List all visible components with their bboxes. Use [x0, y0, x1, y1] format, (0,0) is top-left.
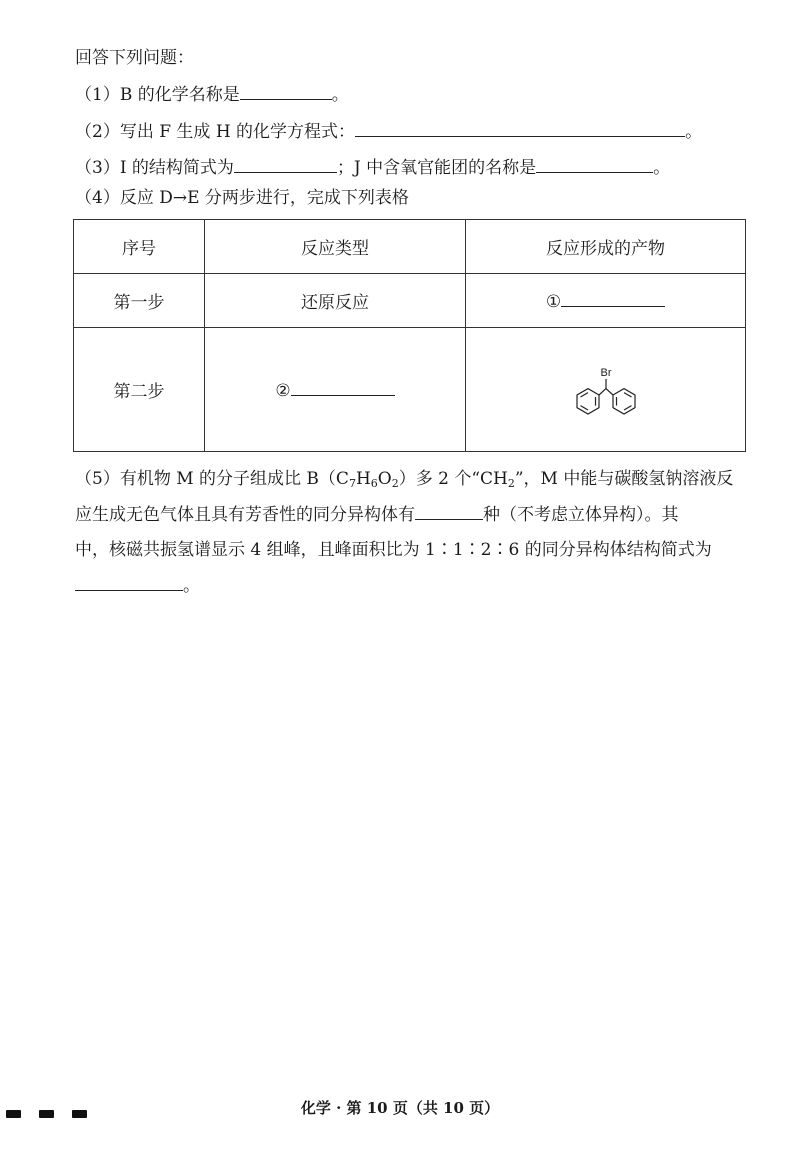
answer-blank-type-2[interactable] — [291, 379, 395, 396]
answer-blank-product-1[interactable] — [561, 290, 665, 307]
table-row — [74, 328, 746, 452]
answer-blank-5a[interactable] — [415, 503, 483, 520]
q5-text-c: O — [377, 469, 392, 489]
header-type: 反应类型 — [205, 220, 466, 274]
q5-sub-2: 2 — [391, 477, 399, 490]
q5-sub-6: 6 — [370, 477, 378, 490]
row1-step: 第一步 — [74, 274, 205, 328]
question-1 — [75, 83, 349, 107]
row2-product — [466, 328, 746, 452]
circled-marker-1: ① — [545, 291, 562, 312]
q5-line2-end: 种（不考虑立体异构）。其 — [483, 505, 679, 525]
question-3-end: 。 — [653, 158, 671, 178]
question-2-text: （2）写出 F 生成 H 的化学方程式： — [75, 122, 356, 142]
bromine-label: Br — [600, 366, 611, 379]
answer-blank-2[interactable] — [355, 120, 685, 137]
header-product: 反应形成的产物 — [466, 220, 746, 274]
circled-marker-2: ② — [275, 380, 291, 401]
question-4: （4）反应 D→E 分两步进行，完成下列表格 — [75, 188, 409, 208]
question-5-line4 — [75, 574, 200, 598]
reaction-table — [73, 219, 746, 452]
q5-text-e: ”，M 中能与碳酸氢钠溶液反 — [514, 469, 734, 489]
q5-text-d: ）多 2 个“CH — [398, 469, 508, 489]
question-3-text: （3）I 的结构简式为 — [75, 158, 234, 178]
question-5-line3: 中，核磁共振氢谱显示 4 组峰，且峰面积比为 1∶1∶2∶6 的同分异构体结构简式为 — [75, 540, 712, 560]
question-2 — [75, 120, 702, 144]
table-header-row — [74, 220, 746, 274]
q5-sub-7: 7 — [348, 477, 356, 490]
question-1-text: （1）B 的化学名称是 — [75, 85, 240, 105]
question-5-line2 — [75, 503, 679, 527]
q5-line2-text: 应生成无色气体且具有芳香性的同分异构体有 — [75, 505, 415, 525]
question-5-line1 — [75, 467, 733, 496]
q5-text-a: （5）有机物 M 的分子组成比 B（C — [75, 469, 349, 489]
row1-type: 还原反应 — [205, 274, 466, 328]
row2-step: 第二步 — [74, 328, 205, 452]
question-3 — [75, 156, 670, 180]
question-1-end: 。 — [331, 85, 349, 105]
answer-blank-3b[interactable] — [536, 156, 653, 173]
header-step: 序号 — [74, 220, 205, 274]
answer-blank-1[interactable] — [240, 83, 332, 100]
question-3-mid: ；J 中含氧官能团的名称是 — [336, 158, 537, 178]
table-row — [74, 274, 746, 328]
diphenylmethyl-bromide-structure — [551, 355, 661, 425]
q5-text-b: H — [355, 469, 371, 489]
row2-type — [205, 328, 466, 452]
row1-product — [466, 274, 746, 328]
intro-line: 回答下列问题： — [75, 48, 194, 68]
q5-sub-2b: 2 — [507, 477, 515, 490]
page-footer: 化学 · 第 10 页（共 10 页） — [300, 1099, 500, 1117]
answer-blank-5b[interactable] — [75, 574, 183, 591]
q5-line4-end: 。 — [183, 576, 200, 596]
answer-blank-3a[interactable] — [234, 156, 337, 173]
question-2-end: 。 — [685, 122, 703, 142]
